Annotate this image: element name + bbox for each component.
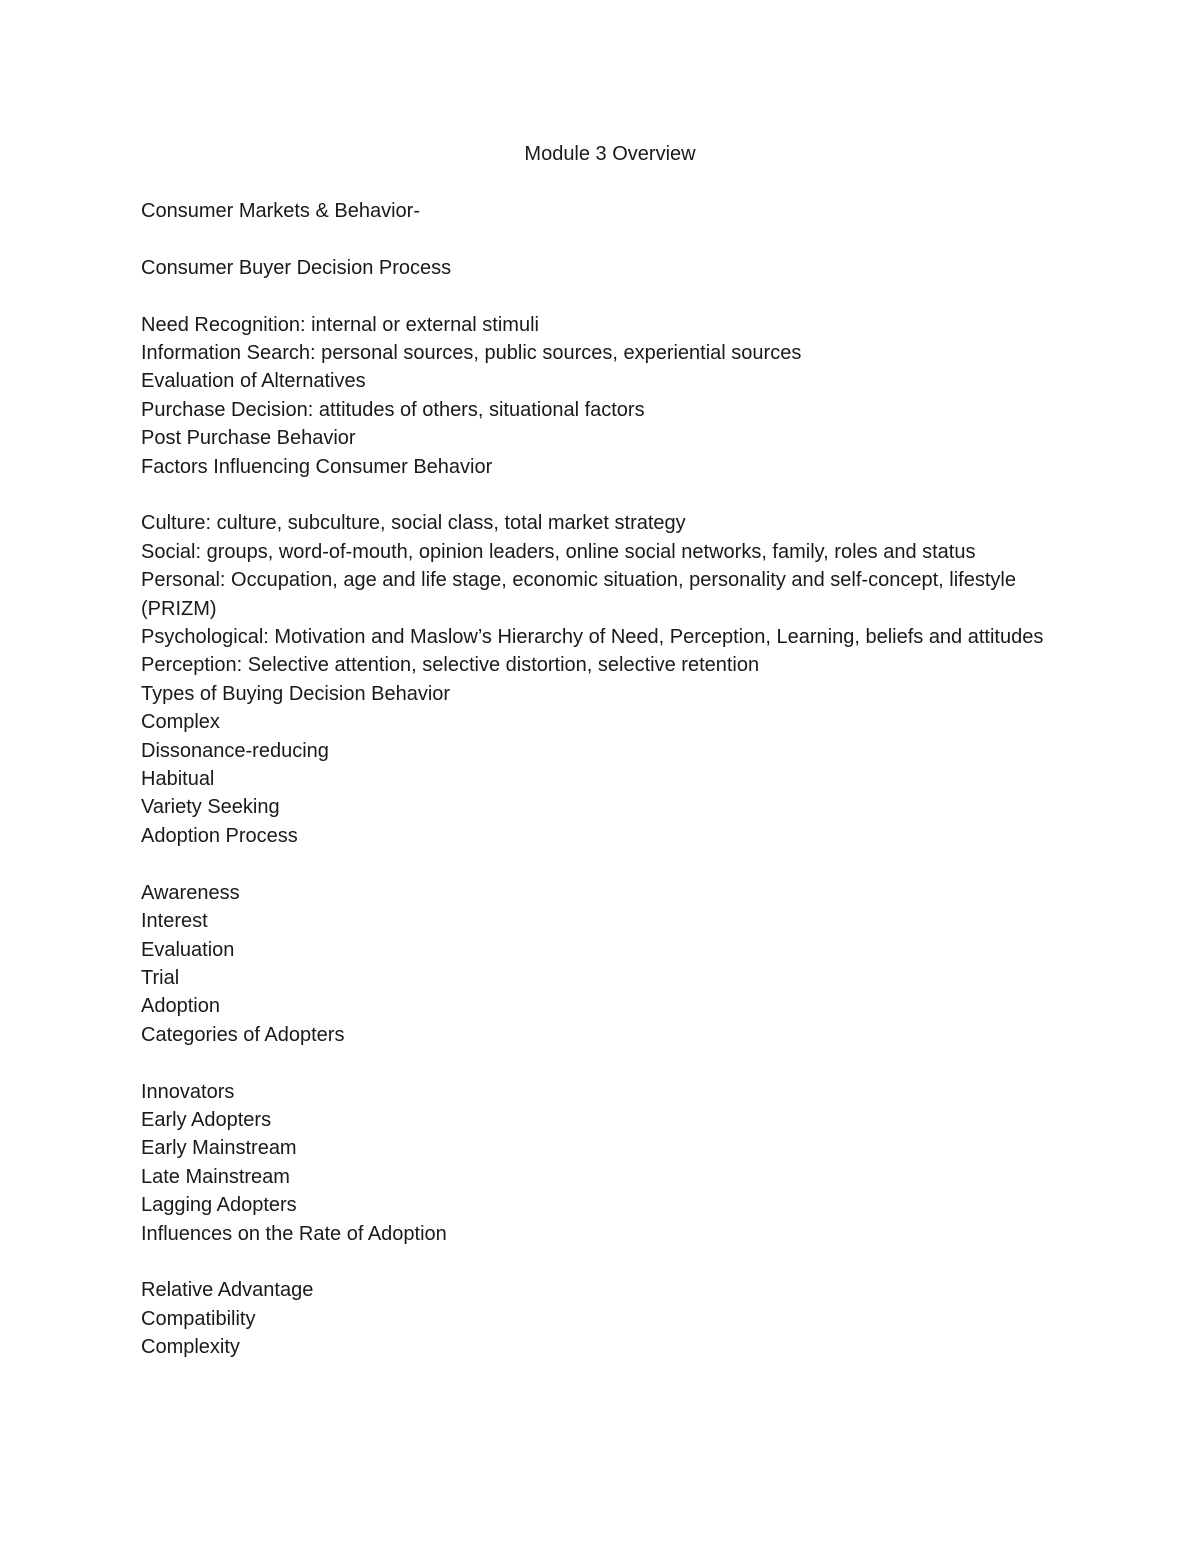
decision-process-heading: Consumer Buyer Decision Process	[141, 256, 452, 279]
list-item: Influences on the Rate of Adoption	[141, 1222, 447, 1245]
list-item: Dissonance-reducing	[141, 739, 329, 762]
spacer	[141, 282, 1061, 310]
list-item: Post Purchase Behavior	[141, 427, 356, 450]
list-item: Evaluation	[141, 938, 235, 961]
factors-list	[141, 509, 1061, 850]
spacer	[141, 850, 1061, 878]
list-item: Compatibility	[141, 1307, 256, 1330]
list-item: Adoption	[141, 995, 220, 1018]
list-item: Complex	[141, 711, 220, 734]
list-item: Variety Seeking	[141, 796, 280, 819]
adoption-process-list	[141, 879, 1061, 1049]
document-title: Module 3 Overview	[524, 143, 696, 165]
rate-influences-list	[141, 1276, 1061, 1361]
list-item: Psychological: Motivation and Maslow’s Hierarchy of Need, Perception, Learning, beliefs and attitudes	[141, 626, 1044, 649]
list-item: Personal: Occupation, age and life stage, economic situation, personality and self-concept, lifestyle (PRIZM)	[141, 569, 1022, 620]
list-item: Early Adopters	[141, 1108, 272, 1131]
spacer	[141, 1248, 1061, 1276]
list-item: Interest	[141, 910, 208, 933]
list-item: Perception: Selective attention, selective distortion, selective retention	[141, 654, 760, 677]
list-item: Factors Influencing Consumer Behavior	[141, 455, 493, 478]
list-item: Complexity	[141, 1336, 240, 1359]
list-item: Relative Advantage	[141, 1279, 314, 1302]
list-item: Trial	[141, 966, 180, 989]
list-item: Evaluation of Alternatives	[141, 370, 366, 393]
list-item: Types of Buying Decision Behavior	[141, 682, 451, 705]
list-item: Categories of Adopters	[141, 1023, 345, 1046]
list-item: Culture: culture, subculture, social class, total market strategy	[141, 512, 686, 535]
section-heading: Consumer Markets & Behavior-	[141, 200, 420, 222]
list-item: Late Mainstream	[141, 1165, 290, 1188]
decision-process-list	[141, 311, 1061, 481]
list-item: Early Mainstream	[141, 1137, 297, 1160]
document-body	[141, 197, 1061, 1362]
spacer	[141, 1049, 1061, 1077]
adopter-categories-list	[141, 1078, 1061, 1248]
list-item: Information Search: personal sources, public sources, experiential sources	[141, 342, 802, 364]
list-item: Lagging Adopters	[141, 1194, 297, 1217]
list-item: Innovators	[141, 1080, 235, 1103]
list-item: Awareness	[141, 881, 240, 904]
list-item: Social: groups, word-of-mouth, opinion leaders, online social networks, family, roles and status	[141, 540, 976, 563]
list-item: Habitual	[141, 768, 215, 791]
spacer	[141, 225, 1061, 253]
list-item: Need Recognition: internal or external stimuli	[141, 313, 539, 336]
list-item: Adoption Process	[141, 824, 298, 847]
list-item: Purchase Decision: attitudes of others, situational factors	[141, 398, 645, 421]
spacer	[141, 481, 1061, 509]
